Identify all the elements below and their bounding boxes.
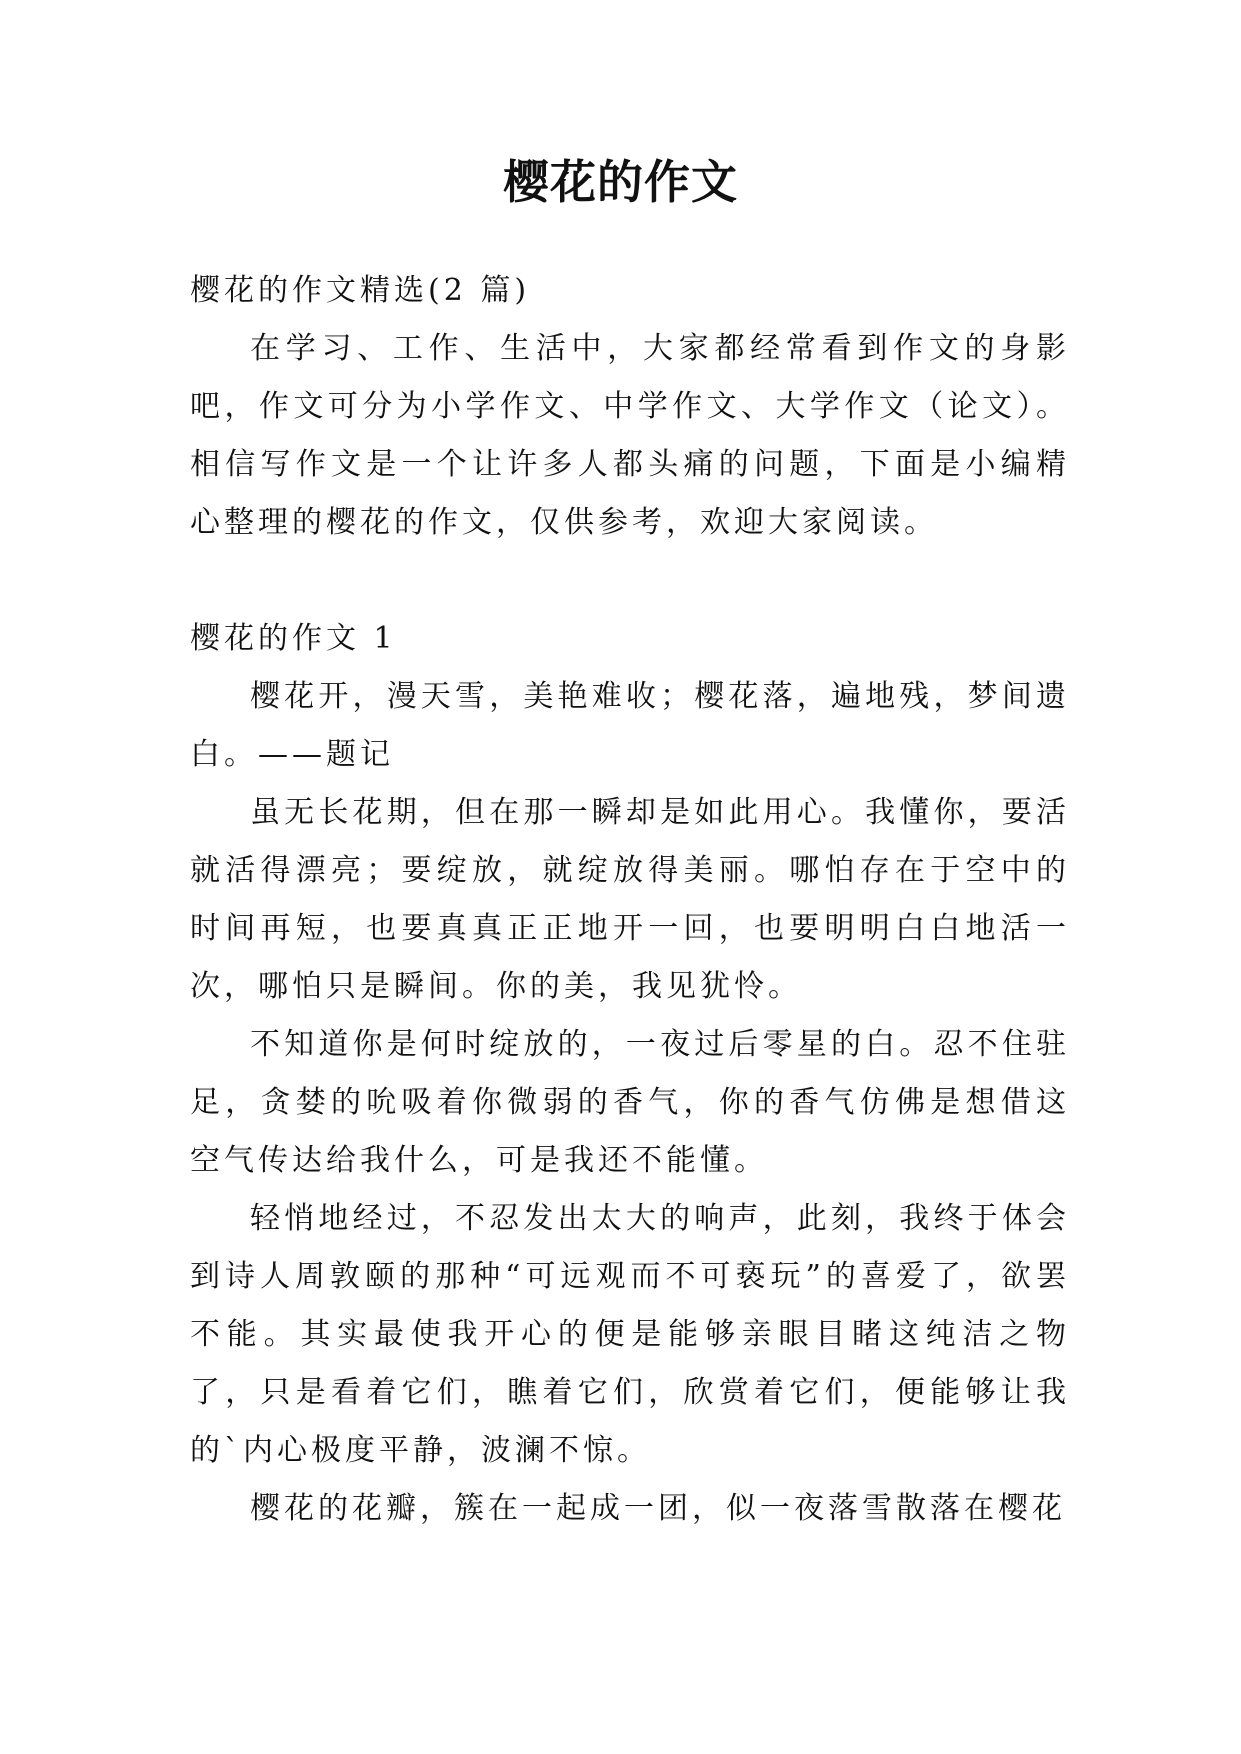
paragraph-gap: [190, 552, 1070, 610]
paragraph: 樱花开，漫天雪，美艳难收；樱花落，遍地残，梦间遗白。——题记: [190, 679, 1070, 772]
paragraph: 樱花的花瓣，簇在一起成一团，似一夜落雪散落在樱花: [250, 1491, 1066, 1526]
paragraph: 轻悄地经过，不忍发出太大的响声，此刻，我终于体会到诗人周敦颐的那种“可远观而不可亵玩”的喜爱了，欲罢不能。其实最使我开心的便是能够亲眼目睹这纯洁之物了，只是看着它们，瞧着它们，欣赏着它们，便能够让我的`内心极度平静，波澜不惊。: [190, 1201, 1070, 1468]
paragraph: 虽无长花期，但在那一瞬却是如此用心。我懂你，要活就活得漂亮；要绽放，就绽放得美丽。哪怕存在于空中的时间再短，也要真真正正地开一回，也要明明白白地活一次，哪怕只是瞬间。你的美，我见犹怜。: [190, 795, 1070, 1004]
document-body: [190, 262, 1070, 1538]
section-heading: 樱花的作文 1: [190, 621, 397, 656]
paragraph: 不知道你是何时绽放的，一夜过后零星的白。忍不住驻足，贪婪的吮吸着你微弱的香气，你的香气仿佛是想借这空气传达给我什么，可是我还不能懂。: [190, 1027, 1070, 1178]
document-title: 樱花的作文: [503, 155, 738, 209]
intro-paragraph: 在学习、工作、生活中，大家都经常看到作文的身影吧，作文可分为小学作文、中学作文、大学作文（论文）。相信写作文是一个让许多人都头痛的问题，下面是小编精心整理的樱花的作文，仅供参考，欢迎大家阅读。: [190, 331, 1070, 540]
collection-subtitle: 樱花的作文精选(2 篇): [190, 273, 531, 308]
